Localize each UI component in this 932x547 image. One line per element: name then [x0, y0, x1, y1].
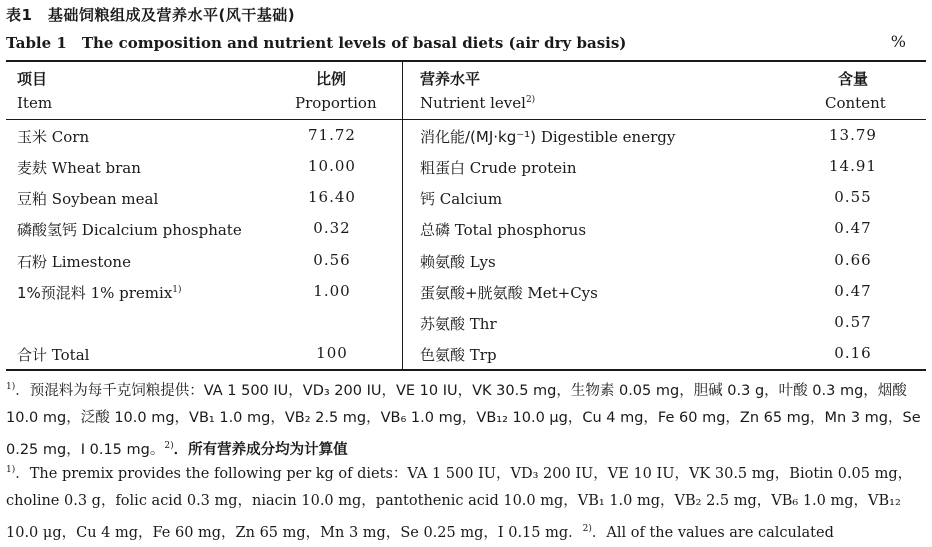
content-cell: 14.91 — [829, 157, 877, 175]
header-nutrient-zh: 营养水平 — [420, 70, 481, 88]
header-nutrient-en: Nutrient level$^{2)}$ — [420, 94, 536, 112]
proportion-cell: 100 — [316, 344, 348, 362]
content-cell: 0.66 — [834, 251, 872, 269]
ingredient-cell: 玉米 Corn — [17, 128, 90, 146]
nutrient-cell: 粗蛋白 Crude protein — [420, 159, 577, 177]
header-content-en: Content — [825, 94, 886, 112]
header-item-zh: 项目 — [17, 70, 48, 88]
table-caption-en: Table 1 The composition and nutrient levels of basal diets (air dry basis) — [6, 34, 627, 52]
ingredient-cell: 石粉 Limestone — [17, 253, 131, 271]
nutrient-cell: 总磷 Total phosphorus — [420, 221, 587, 239]
nutrient-cell: 色氨酸 Trp — [420, 346, 497, 364]
proportion-cell: 10.00 — [308, 157, 356, 175]
header-content-zh: 含量 — [838, 70, 869, 88]
proportion-cell: 0.56 — [313, 251, 351, 269]
footnote-en: $^{1)}$．The premix provides the following per kg of diets：VA 1 500 IU，VD₃ 200 IU，VE 10 IU，VK 30.5 mg，Biotin 0.05 mg，choline 0.3 g，folic acid 0.3 mg，niacin 10.0 mg，pantothenic acid 10.0 mg，VB₁ 1.0 mg，VB₂ 2.5 mg，VB₆ 1.0 mg，VB₁₂ 10.0 μg，Cu 4 mg，Fe 60 mg，Zn 65 mg，Mn 3 mg，Se 0.25 mg，I 0.15 mg．$^{2)}$．All of the values are calculated — [6, 465, 913, 541]
proportion-cell: 1.00 — [313, 282, 351, 300]
proportion-cell: 16.40 — [308, 188, 356, 206]
nutrient-cell: 赖氨酸 Lys — [420, 253, 496, 271]
content-cell: 0.47 — [834, 219, 872, 237]
ingredient-cell: 合计 Total — [17, 346, 90, 364]
top-rule — [6, 60, 926, 62]
ingredient-cell: 豆粕 Soybean meal — [17, 190, 159, 208]
column-divider — [402, 62, 403, 370]
ingredient-cell: 麦麸 Wheat bran — [17, 159, 141, 177]
content-cell: 0.57 — [834, 313, 872, 331]
proportion-cell: 71.72 — [308, 126, 356, 144]
ingredient-cell: 1%预混料 1% premix$^{1)}$ — [17, 284, 182, 302]
content-cell: 0.55 — [834, 188, 872, 206]
header-item-en: Item — [17, 94, 53, 112]
ingredient-cell: 磷酸氢钙 Dicalcium phosphate — [17, 221, 242, 239]
content-cell: 0.16 — [834, 344, 872, 362]
proportion-cell: 0.32 — [313, 219, 351, 237]
header-proportion-zh: 比例 — [316, 70, 347, 88]
content-cell: 13.79 — [829, 126, 877, 144]
nutrient-cell: 蛋氨酸+胱氨酸 Met+Cys — [420, 284, 598, 302]
content-cell: 0.47 — [834, 282, 872, 300]
unit-label: % — [890, 32, 906, 51]
header-rule — [6, 119, 926, 120]
bottom-rule — [6, 369, 926, 371]
nutrient-cell: 消化能/(MJ·kg⁻¹) Digestible energy — [420, 128, 676, 146]
footnote-zh: $^{1)}$．预混料为每千克饲粮提供：VA 1 500 IU，VD₃ 200 IU，VE 10 IU，VK 30.5 mg，生物素 0.05 mg，胆碱 0.3 g，叶酸 0.3 mg，烟酸 10.0 mg，泛酸 10.0 mg，VB₁ 1.0 mg，VB₂ 2.5 mg，VB₆ 1.0 mg，VB₁₂ 10.0 μg，Cu 4 mg，Fe 60 mg，Zn 65 mg，Mn 3 mg，Se 0.25 mg，I 0.15 mg。$^{2)}$．所有营养成分均为计算值 — [6, 382, 921, 458]
table-caption-zh: 表1 基础饲粮组成及营养水平(风干基础) — [6, 6, 296, 24]
header-proportion-en: Proportion — [295, 94, 377, 112]
nutrient-cell: 钙 Calcium — [420, 190, 503, 208]
nutrient-cell: 苏氨酸 Thr — [420, 315, 497, 333]
